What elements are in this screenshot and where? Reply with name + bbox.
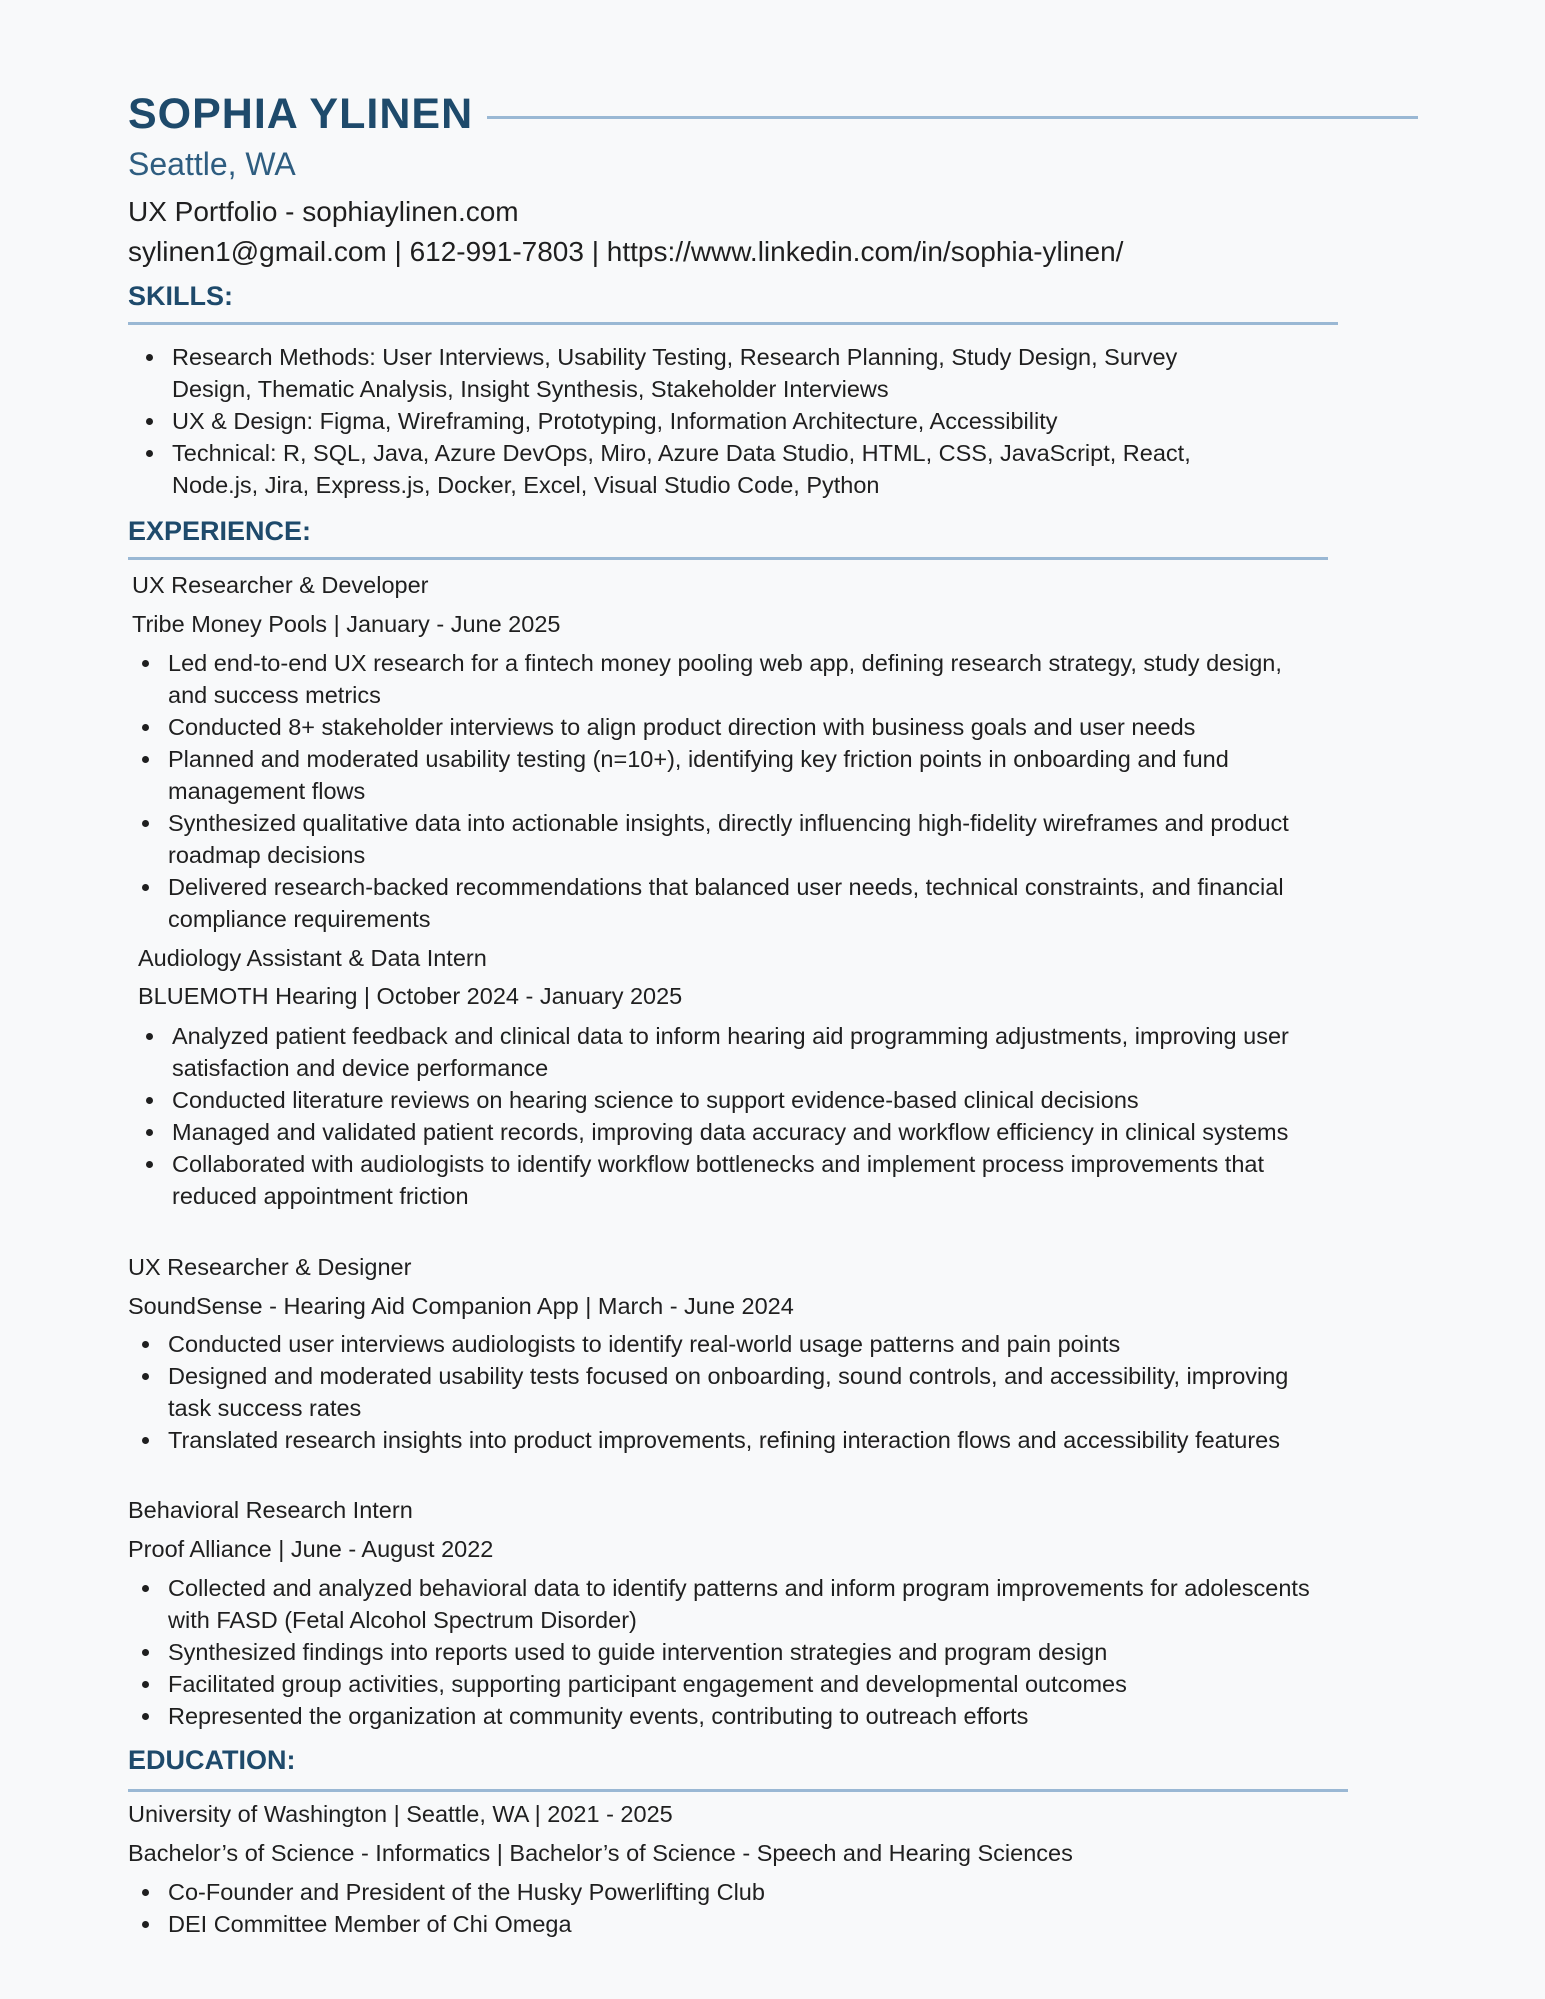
location: Seattle, WA: [128, 146, 296, 182]
list-item: Translated research insights into product improvements, refining interaction flows and accessibility features: [168, 1424, 1318, 1456]
candidate-name: SOPHIA YLINEN: [128, 89, 474, 138]
skills-divider: [128, 322, 1338, 325]
skills-heading: SKILLS:: [128, 281, 233, 311]
list-item: Collected and analyzed behavioral data to identify patterns and inform program improvements for adolescents with FASD (Fetal Alcohol Spectrum Disorder): [168, 1572, 1318, 1636]
list-item: Synthesized findings into reports used to guide intervention strategies and program design: [168, 1636, 1318, 1668]
list-item: Delivered research-backed recommendations that balanced user needs, technical constraints, and financial compliance requirements: [168, 871, 1318, 935]
name-header: [128, 88, 1418, 140]
list-item: Designed and moderated usability tests focused on onboarding, sound controls, and accessibility, improving task success rates: [168, 1360, 1318, 1424]
list-item: Synthesized qualitative data into actionable insights, directly influencing high-fidelity wireframes and product roadmap decisions: [168, 807, 1318, 871]
list-item: Collaborated with audiologists to identify workflow bottlenecks and implement process improvements that reduced appointment friction: [172, 1148, 1332, 1212]
school-line: University of Washington | Seattle, WA | 2021 - 2025: [128, 1801, 673, 1827]
education-bullets: [168, 1876, 1318, 1940]
experience-divider: [128, 557, 1328, 560]
job-bullets: [172, 1020, 1332, 1212]
list-item: Technical: R, SQL, Java, Azure DevOps, Miro, Azure Data Studio, HTML, CSS, JavaScript, React, Node.js, Jira, Express.js, Docker, Excel, Visual Studio Code, Python: [172, 437, 1252, 501]
list-item: Conducted literature reviews on hearing science to support evidence-based clinical decisions: [172, 1084, 1332, 1116]
list-item: Conducted 8+ stakeholder interviews to align product direction with business goals and user needs: [168, 711, 1318, 743]
list-item: Conducted user interviews audiologists to identify real-world usage patterns and pain points: [168, 1328, 1318, 1360]
job-title: Behavioral Research Intern: [128, 1497, 413, 1523]
contact-line: sylinen1@gmail.com | 612-991-7803 | https://www.linkedin.com/in/sophia-ylinen/: [128, 236, 1124, 267]
list-item: Research Methods: User Interviews, Usability Testing, Research Planning, Study Design, Survey Design, Thematic Analysis, Insight Synthesis, Stakeholder Interviews: [172, 341, 1252, 405]
list-item: Represented the organization at community events, contributing to outreach efforts: [168, 1700, 1318, 1732]
education-heading: EDUCATION:: [128, 1745, 296, 1775]
education-divider: [128, 1789, 1348, 1792]
experience-heading: EXPERIENCE:: [128, 516, 312, 546]
job-org: Proof Alliance | June - August 2022: [128, 1536, 494, 1562]
list-item: Co-Founder and President of the Husky Powerlifting Club: [168, 1876, 1318, 1908]
job-bullets: [168, 1572, 1318, 1732]
job-title: UX Researcher & Designer: [128, 1254, 412, 1280]
job-org: SoundSense - Hearing Aid Companion App | March - June 2024: [128, 1293, 794, 1319]
job-title: UX Researcher & Developer: [132, 572, 429, 598]
list-item: Facilitated group activities, supporting participant engagement and developmental outcomes: [168, 1668, 1318, 1700]
degrees-line: Bachelor’s of Science - Informatics | Bachelor’s of Science - Speech and Hearing Sciences: [128, 1840, 1073, 1866]
list-item: Planned and moderated usability testing (n=10+), identifying key friction points in onboarding and fund management flows: [168, 743, 1318, 807]
job-org: BLUEMOTH Hearing | October 2024 - January 2025: [138, 983, 683, 1009]
list-item: Managed and validated patient records, improving data accuracy and workflow efficiency in clinical systems: [172, 1116, 1332, 1148]
skills-list: [172, 341, 1252, 501]
name-divider: [487, 116, 1418, 119]
job-bullets: [168, 647, 1318, 935]
list-item: DEI Committee Member of Chi Omega: [168, 1908, 1318, 1940]
job-bullets: [168, 1328, 1318, 1456]
list-item: Analyzed patient feedback and clinical data to inform hearing aid programming adjustments, improving user satisfaction and device performance: [172, 1020, 1332, 1084]
job-org: Tribe Money Pools | January - June 2025: [132, 611, 561, 637]
job-title: Audiology Assistant & Data Intern: [138, 945, 487, 971]
list-item: UX & Design: Figma, Wireframing, Prototyping, Information Architecture, Accessibility: [172, 405, 1252, 437]
list-item: Led end-to-end UX research for a fintech money pooling web app, defining research strategy, study design, and success metrics: [168, 647, 1318, 711]
portfolio-line: UX Portfolio - sophiaylinen.com: [128, 196, 519, 227]
